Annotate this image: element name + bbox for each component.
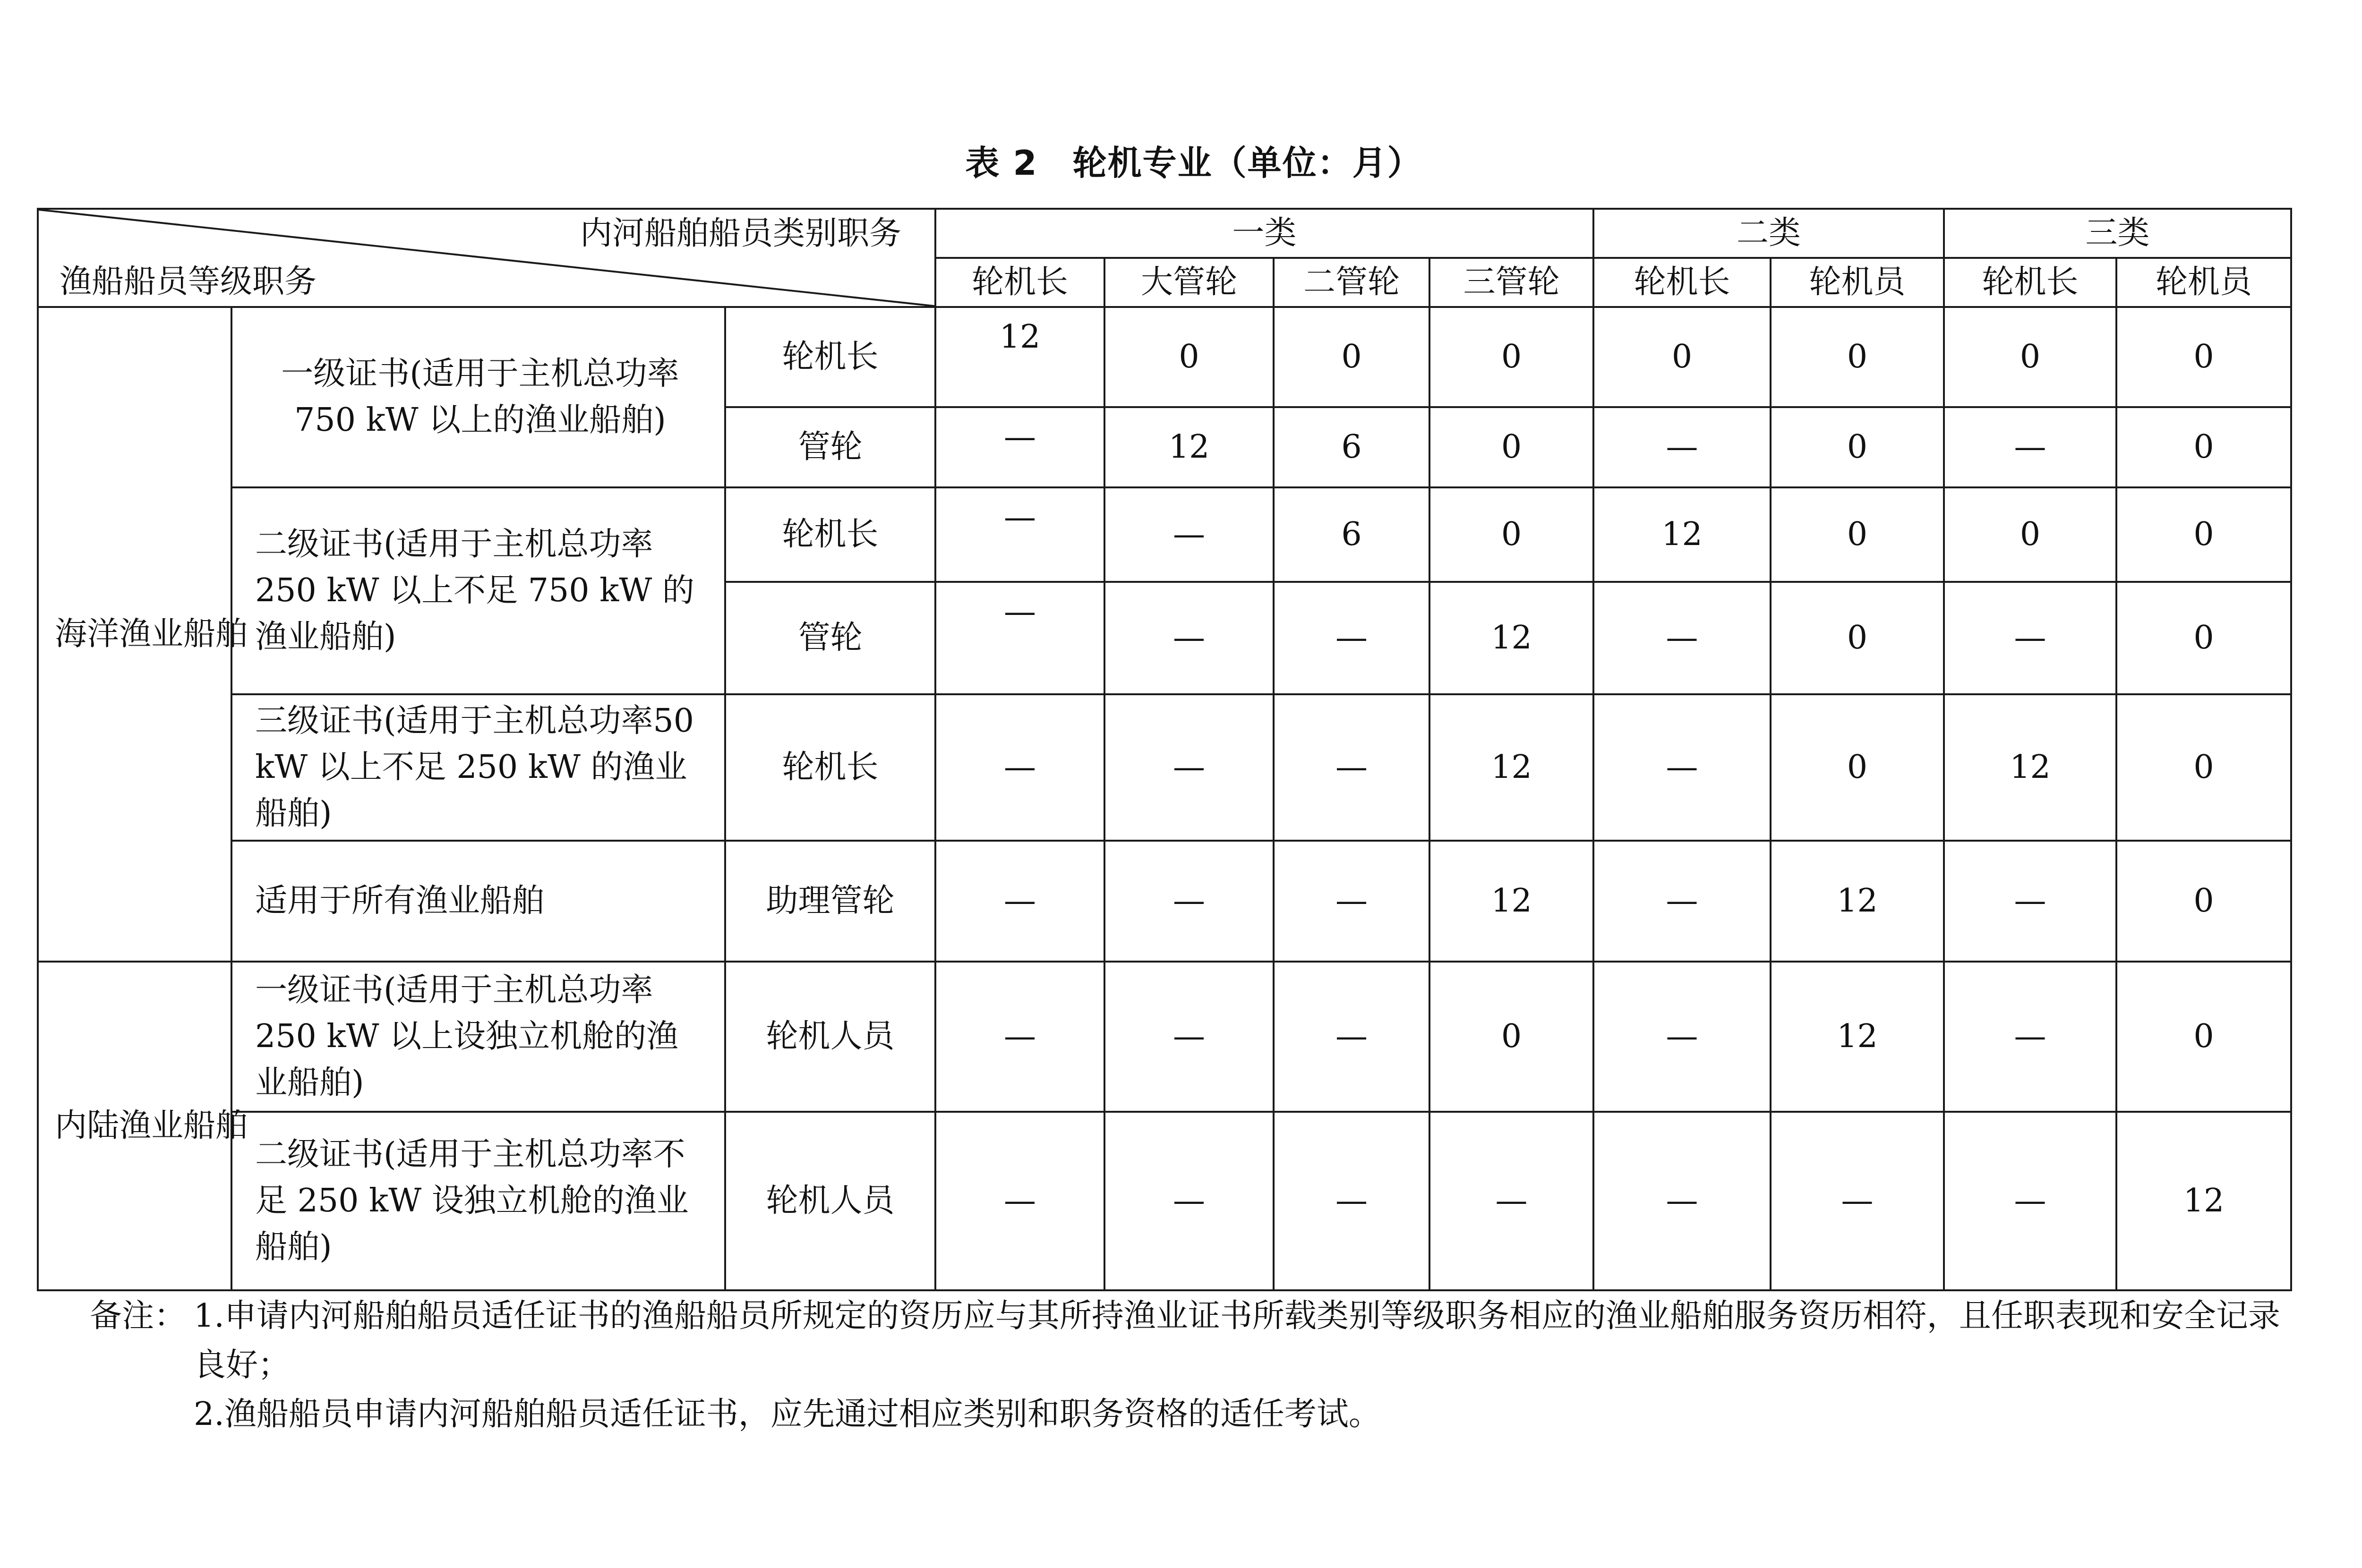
- note-item: [90, 1292, 2310, 1390]
- certificate-marine-2: 二级证书(适用于主机总功率250 kW 以上不足 750 kW 的渔业船舶): [231, 487, 725, 694]
- value-cell: 12: [1104, 407, 1274, 487]
- value-cell: —: [1274, 841, 1429, 962]
- position-cell: 轮机长: [725, 487, 935, 582]
- certificate-inland-1: 一级证书(适用于主机总功率250 kW 以上设独立机舱的渔业船舶): [231, 962, 725, 1112]
- certificate-marine-1: 一级证书(适用于主机总功率750 kW 以上的渔业船舶): [231, 307, 725, 487]
- table-row: [38, 694, 2291, 841]
- position-cell: 轮机人员: [725, 962, 935, 1112]
- value-cell: 12: [1429, 582, 1593, 694]
- value-cell: 12: [1771, 962, 1944, 1112]
- table-row: [38, 487, 2291, 582]
- notes-label-spacer: [90, 1390, 194, 1439]
- qualification-table: [37, 208, 2292, 1291]
- value-cell: 0: [2116, 841, 2291, 962]
- table-row: [38, 1112, 2291, 1290]
- value-cell: —: [1593, 407, 1771, 487]
- value-cell: 12: [935, 307, 1104, 407]
- certificate-inland-2: 二级证书(适用于主机总功率不足 250 kW 设独立机舱的渔业船舶): [231, 1112, 725, 1290]
- value-cell: 6: [1274, 487, 1429, 582]
- group-header-class-1: 一类: [935, 209, 1593, 258]
- column-header: 轮机长: [1944, 258, 2116, 307]
- value-cell: —: [1593, 962, 1771, 1112]
- table-row: [38, 307, 2291, 407]
- value-cell: —: [1593, 841, 1771, 962]
- category-marine: [38, 307, 248, 962]
- value-cell: 0: [2116, 694, 2291, 841]
- group-header-class-2: 二类: [1593, 209, 1944, 258]
- column-header: 大管轮: [1104, 258, 1274, 307]
- value-cell: —: [1104, 582, 1274, 694]
- certificate-marine-all: 适用于所有渔业船舶: [231, 841, 725, 962]
- value-cell: 12: [1429, 841, 1593, 962]
- value-cell: 0: [1429, 407, 1593, 487]
- value-cell: —: [935, 962, 1104, 1112]
- value-cell: 0: [1771, 407, 1944, 487]
- column-header: 轮机员: [2116, 258, 2291, 307]
- value-cell: —: [1944, 1112, 2116, 1290]
- value-cell: 0: [2116, 487, 2291, 582]
- value-cell: —: [1944, 841, 2116, 962]
- value-cell: 0: [1429, 307, 1593, 407]
- notes-section: [90, 1292, 2310, 1439]
- value-cell: 0: [1429, 487, 1593, 582]
- value-cell: 0: [2116, 307, 2291, 407]
- column-header: 三管轮: [1429, 258, 1593, 307]
- value-cell: —: [1593, 582, 1771, 694]
- column-header: 轮机员: [1771, 258, 1944, 307]
- table-row: [38, 962, 2291, 1112]
- value-cell: —: [1104, 1112, 1274, 1290]
- value-cell: —: [1274, 962, 1429, 1112]
- note-text-2: 2.渔船船员申请内河船舶船员适任证书，应先通过相应类别和职务资格的适任考试。: [194, 1396, 1381, 1433]
- value-cell: —: [1429, 1112, 1593, 1290]
- value-cell: —: [1104, 841, 1274, 962]
- value-cell: 12: [1593, 487, 1771, 582]
- group-header-class-3: 三类: [1944, 209, 2291, 258]
- value-cell: —: [935, 487, 1104, 582]
- notes-label: 备注：: [90, 1297, 187, 1335]
- value-cell: —: [1274, 1112, 1429, 1290]
- value-cell: —: [935, 694, 1104, 841]
- value-cell: —: [935, 582, 1104, 694]
- category-inland: [38, 962, 248, 1290]
- value-cell: 0: [1593, 307, 1771, 407]
- value-cell: 0: [1771, 582, 1944, 694]
- value-cell: 0: [1771, 694, 1944, 841]
- table-row: [38, 841, 2291, 962]
- value-cell: 12: [1944, 694, 2116, 841]
- value-cell: 6: [1274, 407, 1429, 487]
- position-cell: 轮机长: [725, 307, 935, 407]
- table-title: 表 2 轮机专业（单位：月）: [965, 143, 1422, 183]
- value-cell: 12: [2116, 1112, 2291, 1290]
- column-header: 二管轮: [1274, 258, 1429, 307]
- value-cell: 0: [2116, 407, 2291, 487]
- value-cell: —: [935, 1112, 1104, 1290]
- column-header: 轮机长: [1593, 258, 1771, 307]
- position-cell: 轮机长: [725, 694, 935, 841]
- position-cell: 管轮: [725, 407, 935, 487]
- note-text-1: 1.申请内河船舶船员适任证书的渔船船员所规定的资历应与其所持渔业证书所载类别等级职务相应的渔业船舶服务资历相符，且任职表现和安全记录良好；: [194, 1297, 2280, 1384]
- value-cell: —: [1593, 1112, 1771, 1290]
- value-cell: —: [1771, 1112, 1944, 1290]
- value-cell: —: [1593, 694, 1771, 841]
- value-cell: 0: [1104, 307, 1274, 407]
- value-cell: —: [1944, 962, 2116, 1112]
- value-cell: —: [1274, 694, 1429, 841]
- value-cell: —: [1104, 487, 1274, 582]
- category-marine-label: 海洋渔业船舶: [54, 615, 248, 653]
- value-cell: —: [1104, 962, 1274, 1112]
- value-cell: 12: [1771, 841, 1944, 962]
- diagonal-header-cell: [38, 209, 935, 307]
- value-cell: 0: [1944, 307, 2116, 407]
- position-cell: 轮机人员: [725, 1112, 935, 1290]
- header-inland-category-label: 内河船舶船员类别职务: [580, 215, 902, 252]
- value-cell: 0: [1274, 307, 1429, 407]
- value-cell: 0: [2116, 962, 2291, 1112]
- note-item: [90, 1390, 2310, 1439]
- certificate-marine-3: 三级证书(适用于主机总功率50 kW 以上不足 250 kW 的渔业船舶): [231, 694, 725, 841]
- qualification-table-container: [37, 208, 2290, 1289]
- position-cell: 助理管轮: [725, 841, 935, 962]
- value-cell: —: [1104, 694, 1274, 841]
- column-header: 轮机长: [935, 258, 1104, 307]
- value-cell: 0: [1944, 487, 2116, 582]
- value-cell: —: [1944, 582, 2116, 694]
- value-cell: 0: [2116, 582, 2291, 694]
- category-inland-label: 内陆渔业船舶: [54, 1107, 248, 1144]
- value-cell: —: [1944, 407, 2116, 487]
- value-cell: 0: [1771, 487, 1944, 582]
- value-cell: —: [1274, 582, 1429, 694]
- value-cell: —: [935, 841, 1104, 962]
- value-cell: 0: [1429, 962, 1593, 1112]
- value-cell: 0: [1771, 307, 1944, 407]
- header-fishing-grade-label: 渔船船员等级职务: [60, 263, 317, 300]
- position-cell: 管轮: [725, 582, 935, 694]
- value-cell: —: [935, 407, 1104, 487]
- value-cell: 12: [1429, 694, 1593, 841]
